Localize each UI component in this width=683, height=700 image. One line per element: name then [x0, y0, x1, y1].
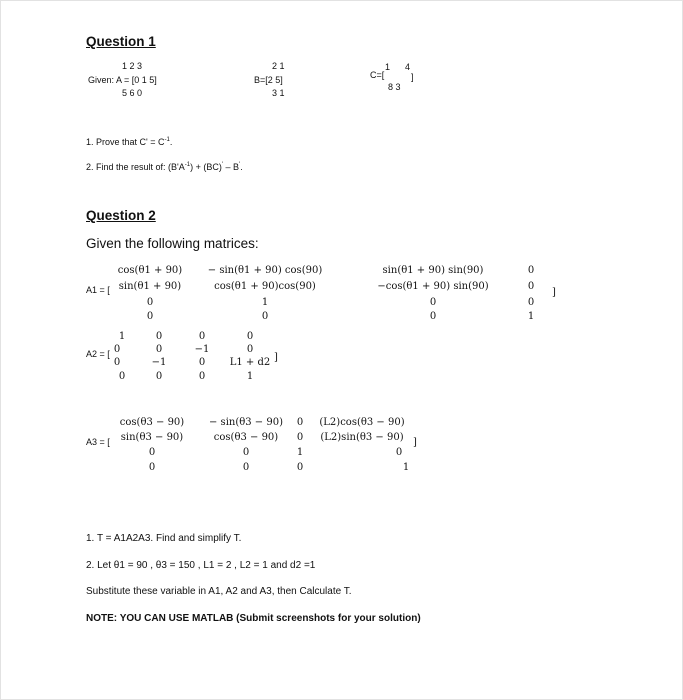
question-2-heading: Question 2: [86, 208, 156, 223]
a2-r1c4: 0: [246, 331, 254, 342]
q1-task-2-mid: ) + (BC): [190, 162, 222, 172]
a3-close-bracket: ]: [413, 437, 417, 448]
a2-r1c3: 0: [198, 331, 206, 342]
a3-r4c4: 1: [402, 462, 410, 473]
a2-r1c1: 1: [118, 331, 126, 342]
a3-r2c4: (L2)sin(θ3 − 90): [320, 432, 404, 443]
a3-r2c3: 0: [296, 432, 304, 443]
a1-r4c1: 0: [146, 311, 154, 322]
a2-r3c2: −1: [151, 357, 167, 368]
q1-task-2-sup-2: ': [221, 162, 224, 168]
a1-r1c1: cos(θ1 + 90): [117, 265, 183, 276]
a2-r4c2: 0: [155, 371, 163, 382]
matrix-a-row-2: Given: A = [0 1 5]: [88, 75, 157, 85]
matrix-c-close: ]: [411, 72, 414, 82]
a2-r1c2: 0: [155, 331, 163, 342]
q1-task-2-text: 2. Find the result of: (B'A: [86, 162, 185, 172]
a2-r2c2: 0: [155, 344, 163, 355]
matrix-a-row-1: 1 2 3: [122, 61, 143, 71]
a1-r2c1: sin(θ1 + 90): [118, 281, 182, 292]
a3-r2c1: sin(θ3 − 90): [120, 432, 184, 443]
a1-r3c1: 0: [146, 297, 154, 308]
matrix-b-row-3: 3 1: [272, 88, 285, 98]
matrix-a2-label: A2 = [: [86, 349, 110, 359]
a1-r4c4: 1: [527, 311, 535, 322]
a3-r1c2: − sin(θ3 − 90): [209, 417, 283, 428]
matrix-a-row-3: 5 6 0: [122, 88, 143, 98]
q1-task-2-mid-2: – B: [223, 162, 240, 172]
a3-r3c4: 0: [395, 447, 403, 458]
a3-r1c4: (L2)cos(θ3 − 90): [319, 417, 405, 428]
a3-r3c2: 0: [242, 447, 250, 458]
a1-r1c2: − sin(θ1 + 90) cos(90): [207, 265, 323, 276]
q1-task-1-text: 1. Prove that C' = C: [86, 137, 165, 147]
matrix-c-label: C=[: [370, 70, 385, 80]
a3-r1c1: cos(θ3 − 90): [119, 417, 185, 428]
matrix-c-top-right: 4: [405, 62, 411, 72]
question-2-intro: Given the following matrices:: [86, 236, 259, 251]
q1-task-2: [86, 162, 243, 172]
question-1-heading: Question 1: [86, 34, 156, 49]
matrix-a3-label: A3 = [: [86, 437, 110, 447]
a1-r1c3: sin(θ1 + 90) sin(90): [382, 265, 484, 276]
q1-task-1-sup: -1: [164, 137, 170, 143]
q2-task-3: Substitute these variable in A1, A2 and A3, then Calculate T.: [86, 586, 352, 597]
a1-r2c2: cos(θ1 + 90)cos(90): [214, 281, 316, 292]
a1-r2c3: −cos(θ1 + 90) sin(90): [377, 281, 489, 292]
q2-task-2: 2. Let θ1 = 90 , θ3 = 150 , L1 = 2 , L2 = 1 and d2 =1: [86, 560, 316, 571]
a1-r3c4: 0: [527, 297, 535, 308]
a2-r2c1: 0: [113, 344, 121, 355]
q1-task-2-sup-3: ': [239, 162, 241, 168]
matrix-a1-label: A1 = [: [86, 285, 110, 295]
matrix-c-top-left: 1: [385, 62, 391, 72]
a1-r4c2: 0: [261, 311, 269, 322]
a1-close-bracket: ]: [552, 287, 556, 298]
a1-r3c3: 0: [429, 297, 437, 308]
a3-r2c2: cos(θ3 − 90): [213, 432, 279, 443]
q2-task-1: 1. T = A1A2A3. Find and simplify T.: [86, 533, 242, 544]
q1-task-1-end: .: [169, 137, 173, 147]
q2-note: NOTE: YOU CAN USE MATLAB (Submit screenshots for your solution): [86, 613, 421, 624]
a2-close-bracket: ]: [274, 352, 278, 363]
a2-r4c1: 0: [118, 371, 126, 382]
matrix-b-row-1: 2 1: [272, 61, 285, 71]
a1-r4c3: 0: [429, 311, 437, 322]
matrix-b-row-2: B=[2 5]: [254, 75, 283, 85]
a3-r1c3: 0: [296, 417, 304, 428]
a2-r4c4: 1: [246, 371, 254, 382]
a1-r2c4: 0: [527, 281, 535, 292]
a2-r4c3: 0: [198, 371, 206, 382]
q1-task-1: [86, 137, 172, 147]
a2-r3c1: 0: [113, 357, 121, 368]
a1-r3c2: 1: [261, 297, 269, 308]
a2-r2c4: 0: [246, 344, 254, 355]
a2-r3c3: 0: [198, 357, 206, 368]
matrix-c-bottom: 8 3: [388, 82, 401, 92]
a3-r4c1: 0: [148, 462, 156, 473]
a3-r3c3: 1: [296, 447, 304, 458]
a3-r4c3: 0: [296, 462, 304, 473]
a1-r1c4: 0: [527, 265, 535, 276]
a2-r3c4: L1 + d2: [229, 357, 271, 368]
a3-r4c2: 0: [242, 462, 250, 473]
a2-r2c3: −1: [194, 344, 210, 355]
a3-r3c1: 0: [148, 447, 156, 458]
q1-task-2-end: .: [240, 162, 243, 172]
q1-task-2-sup-1: -1: [184, 162, 191, 168]
